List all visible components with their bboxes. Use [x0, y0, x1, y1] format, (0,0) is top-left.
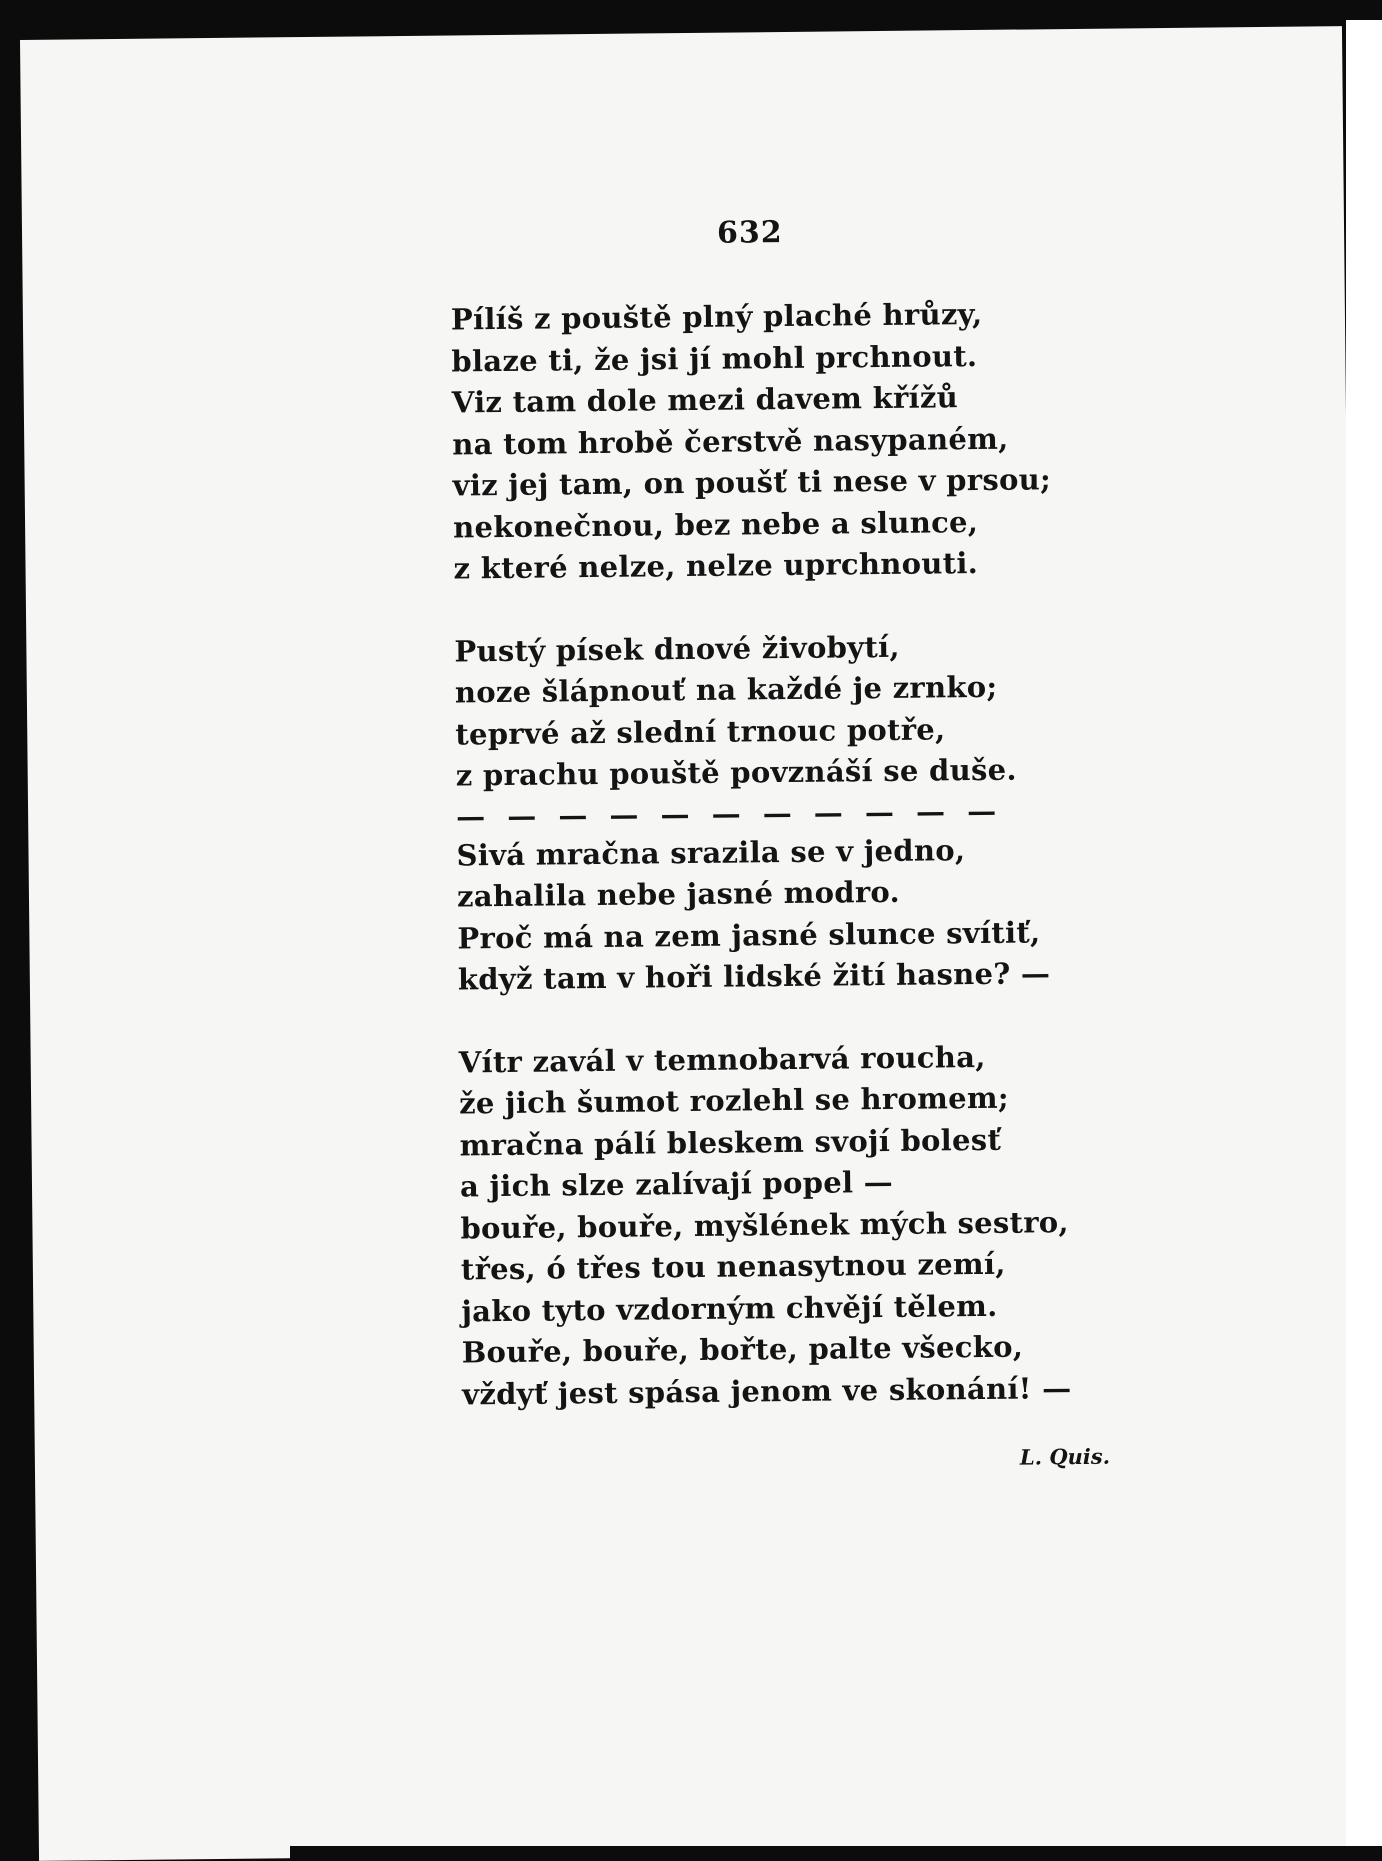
poem-line: viz jej tam, on poušť ti nese v prsou;: [452, 462, 1052, 503]
poem-line: teprvé až slední trnouc potře,: [455, 711, 946, 751]
stanza-4: [459, 1035, 1103, 1415]
poem-line: nekonečnou, bez nebe a slunce,: [452, 504, 979, 544]
adjacent-page-edge: [1346, 20, 1382, 1861]
poem-line: jako tyto vzdorným chvějí tělem.: [461, 1288, 998, 1328]
poem-line: Sivá mračna srazila se v jedno,: [456, 832, 966, 872]
poem-line: bouře, bouře, myšlének mých sestro,: [460, 1204, 1070, 1245]
poem-line: na tom hrobě čerstvě nasypaném,: [452, 421, 1009, 461]
poem-line: Viz tam dole mezi davem křížů: [451, 380, 959, 420]
poem-body: [451, 293, 1103, 1416]
poem-line: Vítr zavál v temnobarvá roucha,: [458, 1039, 986, 1079]
poem-line: vždyť jest spása jenom ve skonání! —: [462, 1370, 1072, 1411]
stanza-2: [454, 624, 1096, 835]
poem-line: blaze ti, že jsi jí mohl prchnout.: [451, 338, 978, 378]
book-page: [20, 26, 1361, 1861]
page-number: 632: [716, 215, 783, 251]
poem-line: Bouře, bouře, bořte, palte všecko,: [461, 1329, 1024, 1370]
poem-line: a jich slze zalívají popel —: [459, 1164, 894, 1204]
poem-line: Pílíš z pouště plný plaché hrůzy,: [450, 296, 983, 337]
poem-line: když tam v hoři lidské žití hasne? —: [457, 956, 1051, 997]
author-signature: L. Quis.: [1019, 1443, 1111, 1470]
poem-line: Proč má na zem jasné slunce svítiť,: [457, 914, 1041, 955]
poem-line: noze šlápnouť na každé je zrnko;: [454, 669, 998, 710]
poem-line: zahalila nebe jasné modro.: [456, 874, 901, 914]
stanza-1: [451, 293, 1094, 590]
poem-line: mračna pálí bleskem svojí bolesť: [459, 1122, 1002, 1162]
stanza-3: [456, 828, 1098, 1001]
section-separator: — — — — — — — — — — —: [455, 793, 1003, 833]
poem-line: že jich šumot rozlehl se hromem;: [458, 1080, 1010, 1121]
poem-line: z prachu pouště povznáší se duše.: [455, 752, 1017, 793]
poem-line: z které nelze, nelze uprchnouti.: [453, 545, 979, 586]
poem-line: třes, ó třes tou nenasytnou zemí,: [460, 1246, 1006, 1287]
poem-line: Pustý písek dnové živobytí,: [454, 629, 900, 668]
scan-bottom-edge: [290, 1846, 1382, 1861]
